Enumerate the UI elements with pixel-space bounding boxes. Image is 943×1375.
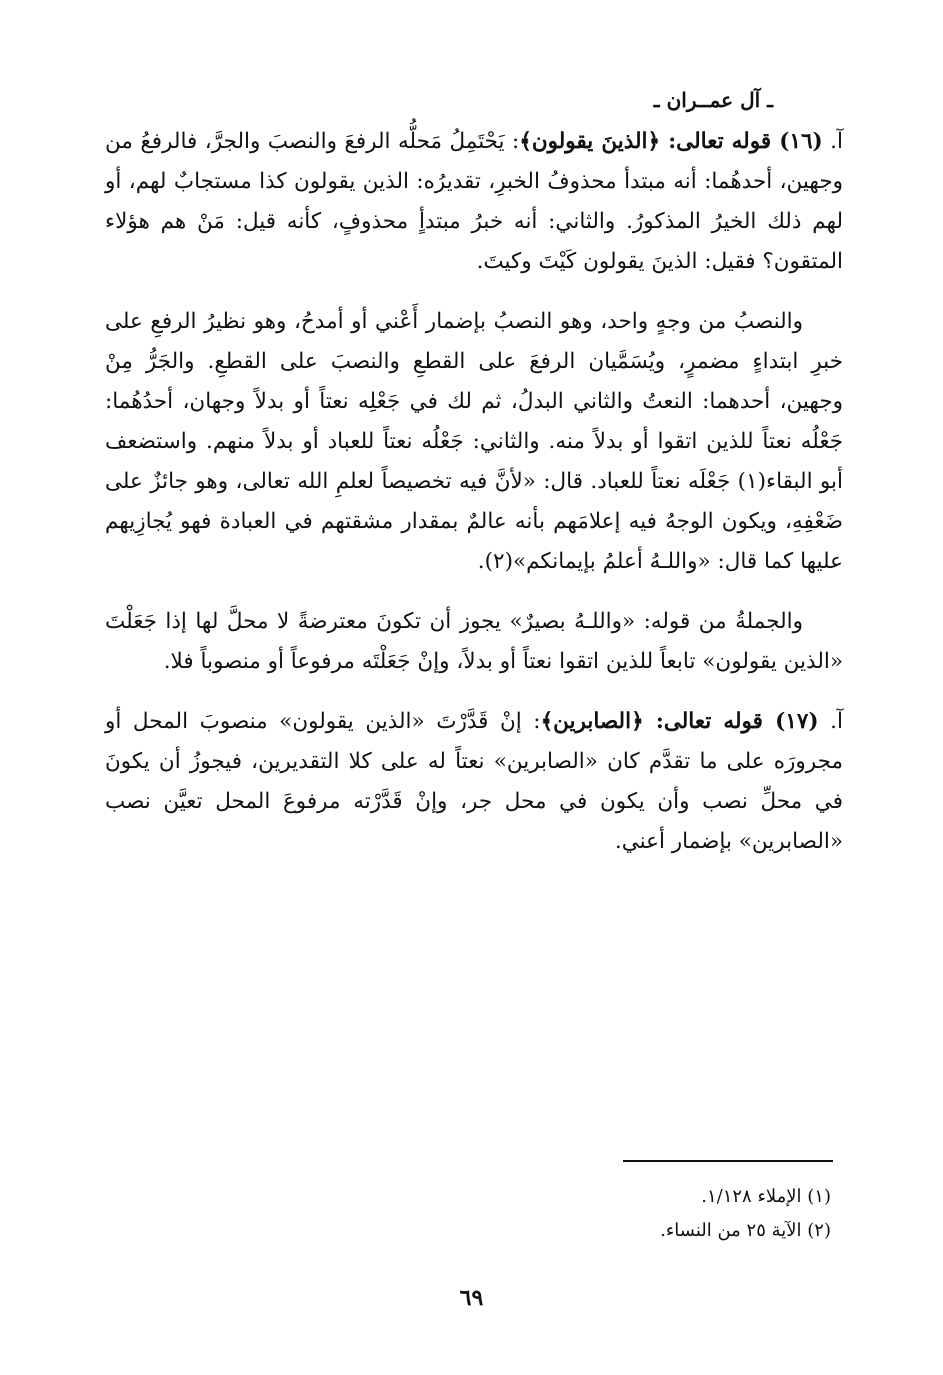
verse-heading: (١٦) قوله تعالى: ﴿الذينَ يقولون﴾: [519, 129, 823, 154]
paragraph-verse-16: [105, 122, 843, 282]
footnote-1: (١) الإملاء ١/١٢٨.: [701, 1186, 831, 1207]
running-header: ـ آل عمــران ـ: [653, 88, 773, 112]
paragraph-nasb: [105, 302, 843, 582]
paragraph-text: : إنْ قَدَّرْتَ «الذين يقولون» منصوبَ المحل أو مجرورَه على ما تقدَّم كان «الصابرين» نعتاً له على كلا التقديرين، فيجوزُ أن يكونَ في محلِّ نصب وأن يكون في محل جر، وإنْ قَدَّرْته مرفوعَ المحل تعيَّن نصب «الصابرين» بإضمار أعني.: [105, 709, 843, 854]
verse-prefix: آ.: [822, 129, 843, 154]
paragraph-text: والجملةُ من قوله: «واللـهُ بصيرٌ» يجوز أن تكونَ معترضةً لا محلَّ لها إذا جَعَلْتَ «الذين يقولون» تابعاً للذين اتقوا نعتاً أو بدلاً، وإنْ جَعَلْتَه مرفوعاً أو منصوباً فلا.: [105, 609, 843, 674]
paragraph-verse-17: [105, 702, 843, 862]
footnote-divider: [623, 1160, 833, 1162]
paragraph-text: : يَحْتَمِلُ مَحلُّه الرفعَ والنصبَ والجرَّ، فالرفعُ من وجهين، أحدهُما: أنه مبتدأ محذوفُ الخبرِ، تقديرُه: الذين يقولون كذا مستجابٌ لهم، أو لهم ذلك الخيرُ المذكورُ. والثاني: أنه خبرُ مبتدأٍ محذوفٍ، كأنه قيل: مَنْ هم هؤلاء المتقون؟ فقيل: الذينَ يقولون كَيْتَ وكيتَ.: [105, 129, 843, 274]
verse-heading: (١٧) قوله تعالى: ﴿الصابرين﴾: [540, 709, 819, 734]
footnote-2: (٢) الآية ٢٥ من النساء.: [660, 1220, 831, 1241]
paragraph-text: والنصبُ من وجهٍ واحد، وهو النصبُ بإضمار أَعْني أو أمدحُ، وهو نظيرُ الرفعِ على خبرِ ابتداءٍ مضمرٍ، ويُسَمَّيان الرفعَ على القطعِ والنصبَ على القطعِ. والجَرُّ مِنْ وجهين، أحدهما: النعتُ والثاني البدلُ، ثم لك في جَعْلِه نعتاً أو بدلاً وجهان، أحدُهُما: جَعْلُه نعتاً للذين اتقوا أو بدلاً منه. والثاني: جَعْلُه نعتاً للعباد أو بدلاً منهم. واستضعف أبو البقاء(١) جَعْلَه نعتاً للعباد. قال: «لأنَّ فيه تخصيصاً لعلمِ الله تعالى، وهو جائزٌ على ضَعْفِهِ، ويكون الوجهُ فيه إعلامَهم بأنه عالمٌ بمقدار مشقتهم في العبادة فهو يُجازِيهم عليها كما قال: «واللـهُ أعلمُ بإيمانكم»(٢).: [105, 309, 843, 574]
footnotes: [420, 1180, 831, 1248]
page-number: ٦٩: [459, 1285, 484, 1311]
verse-prefix: آ.: [818, 709, 843, 734]
main-text: [105, 122, 843, 882]
paragraph-jumla: [105, 602, 843, 682]
